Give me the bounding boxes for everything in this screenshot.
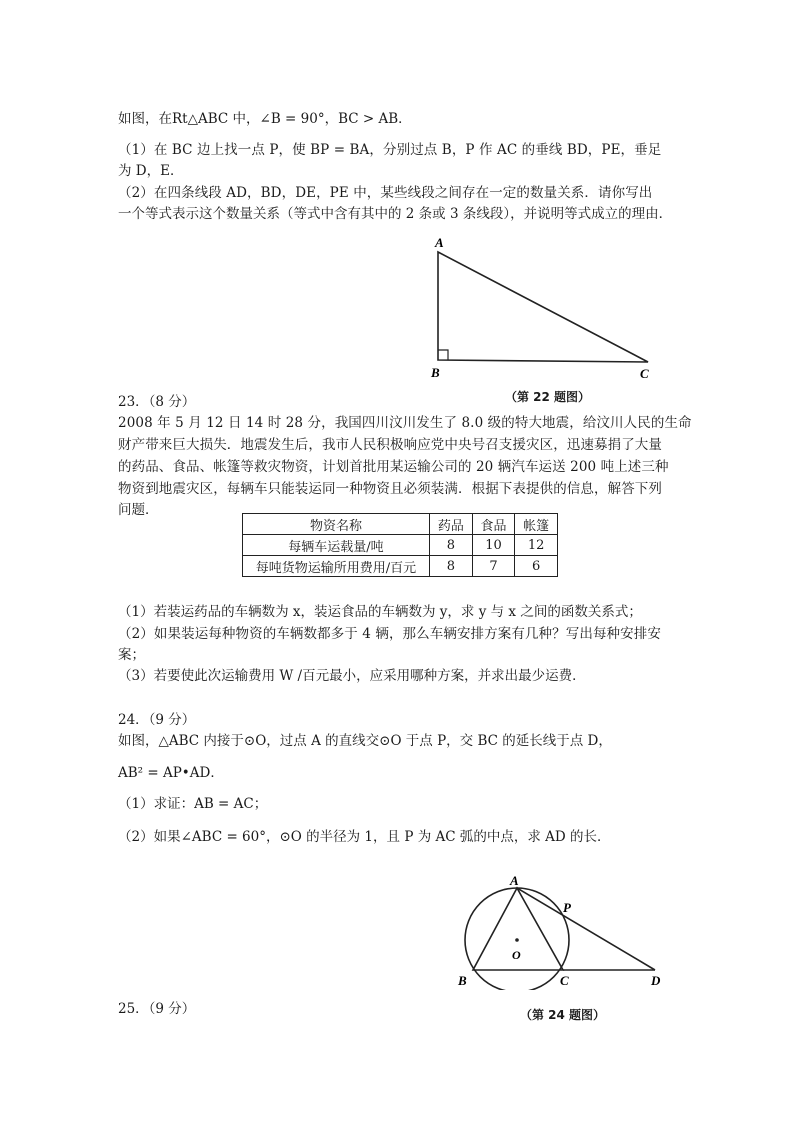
q23-part1: （1）若装运药品的车辆数为 x，装运食品的车辆数为 y，求 y 与 x 之间的函数关系式； [118,604,642,620]
q24-header: 24．（9 分） [118,712,196,728]
table-cell: 12 [515,535,558,556]
q24-label-b: B [458,973,467,988]
table-header-cell: 药品 [430,514,473,535]
q25-header: 25．（9 分） [118,1001,196,1017]
q24-line1: 如图，△ABC 内接于⊙O，过点 A 的直线交⊙O 于点 P，交 BC 的延长线于点 D， [118,733,612,749]
q23-body-line: 财产带来巨大损失．地震发生后，我市人民积极响应党中央号召支援灾区，迅速募捐了大量 [118,437,662,453]
table-row [243,535,558,556]
q24-label-d: D [651,973,661,988]
q23-part2-line1: （2）如果装运每种物资的车辆数都多于 4 辆，那么车辆安排方案有几种？写出每种安排安 [118,626,661,642]
table-cell: 每吨货物运输所用费用/百元 [243,556,430,577]
q24-label-o: O [512,948,521,962]
table-cell: 8 [430,535,473,556]
q22-part1-line1: （1）在 BC 边上找一点 P，使 BP = BA，分别过点 B，P 作 AC 的垂线 BD，PE，垂足 [118,142,662,158]
q23-body-line: 问题． [118,502,159,518]
q24-label-p: P [563,900,571,915]
q24-part2: （2）如果∠ABC = 60°，⊙O 的半径为 1，且 P 为 AC 弧的中点，求 AD 的长． [118,829,611,845]
q24-label-a: A [510,873,519,888]
q23-body-line: 2008 年 5 月 12 日 14 时 28 分，我国四川汶川发生了 8.0 级的特大地震，给汶川人民的生命 [118,415,692,431]
q23-body-line: 的药品、食品、帐篷等救灾物资，计划首批用某运输公司的 20 辆汽车运送 200 吨上述三种 [118,459,669,475]
table-cell: 8 [430,556,473,577]
q23-header: 23．（8 分） [118,394,196,410]
q22-label-c: C [640,366,649,381]
table-cell: 每辆车运载量/吨 [243,535,430,556]
q23-goods-table [242,513,558,577]
q24-line2: AB² = AP•AD． [118,765,224,781]
q24-label-c: C [560,973,569,988]
q22-part1-line2: 为 D，E． [118,163,184,179]
q24-part1: （1）求证：AB = AC； [118,796,268,812]
table-header-cell: 食品 [472,514,515,535]
table-cell: 7 [472,556,515,577]
q23-body-line: 物资到地震灾区，每辆车只能装运同一种物资且必须装满．根据下表提供的信息，解答下列 [118,481,662,497]
table-header-row [243,514,558,535]
q22-figure-caption: （第 22 题图） [505,390,591,404]
q23-part3: （3）若要使此次运输费用 W /百元最小，应采用哪种方案，并求出最少运费． [118,668,586,684]
q24-figure-caption: （第 24 题图） [520,1008,606,1022]
q24-circle-figure [455,872,670,990]
q22-triangle-figure [425,232,665,384]
q22-intro: 如图，在Rt△ABC 中，∠B = 90°，BC > AB． [118,111,412,127]
q22-part2-line2: 一个等式表示这个数量关系（等式中含有其中的 2 条或 3 条线段），并说明等式成立的理由． [118,206,673,222]
table-header-cell: 物资名称 [243,514,430,535]
q22-label-b: B [431,365,440,380]
q22-label-a: A [435,235,444,250]
q23-part2-line2: 案； [118,647,145,663]
table-header-cell: 帐篷 [515,514,558,535]
table-cell: 6 [515,556,558,577]
q22-part2-line1: （2）在四条线段 AD，BD，DE，PE 中，某些线段之间存在一定的数量关系．请你写出 [118,185,653,201]
table-row [243,556,558,577]
table-cell: 10 [472,535,515,556]
